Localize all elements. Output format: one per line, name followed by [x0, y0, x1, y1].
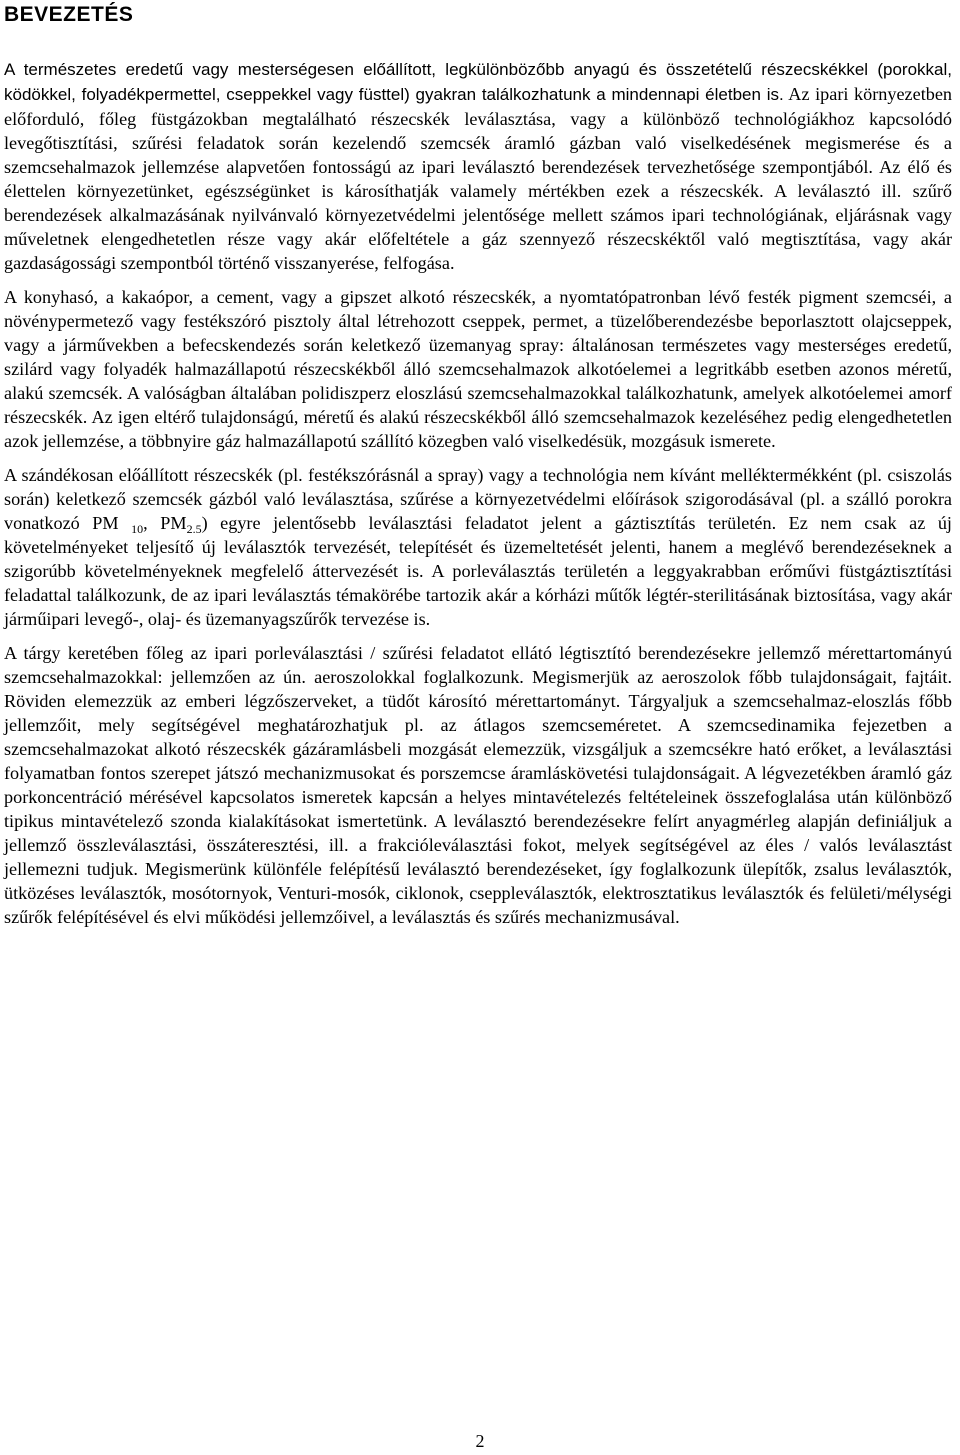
- pm25-subscript: 2.5: [186, 522, 202, 536]
- pm10-subscript: 10: [131, 522, 144, 536]
- paragraph-2: A konyhasó, a kakaópor, a cement, vagy a gipszet alkotó részecskék, a nyomtatópatronban lévő festék pigment szemcséi, a növénypermetező vagy festékszóró pisztoly által létrehozott cseppek, permet, a tüzelőberendezésbe beporlasztott olajcseppek, vagy a járművekben a befecskendezés során keletkező üzemanyag spray: általánosan természetes vagy mesterséges eredetű, szilárd vagy folyadék halmazállapotú részecskékből álló szemcsehalmazok alkotóelemei a legritkább esetben azonos méretű, alakú szemcsék. A valóságban általában polidiszperz eloszlású szemcsehalmazokkal találkozhatunk, amelyek alkotóelemei amorf részecskék. Az igen eltérő tulajdonságú, méretű és alakú részecskékből álló szemcsehalmazok kezeléséhez pedig elengedhetetlen azok jellemzése, a többnyire gáz halmazállapotú szállító közegben való viselkedésük, mozgásuk ismerete.: [4, 287, 952, 451]
- paragraph-3-text-c: ) egyre jelentősebb leválasztási feladatot jelent a gáztisztítás területén. Ez nem csak az új követelményeket teljesítő új leválasztók tervezését, telepítését és üzemeltetését jelenti, hanem a meglévő berendezéseknek a szigorúbb követelményeknek megfelelő áttervezését is. A porleválasztás területén a leggyakrabban erőművi füstgáztisztítási feladattal találkozunk, de az ipari leválasztás témakörébe tartozik akár a kórházi műtők légtér-sterilitásának biztosítása, vagy akár járműipari levegő-, olaj- és üzemanyagszűrők tervezése is.: [4, 513, 952, 629]
- document-body: [4, 57, 952, 939]
- paragraph-3: [4, 463, 952, 631]
- section-heading: BEVEZETÉS: [4, 3, 134, 26]
- paragraph-1-text-c: Az élő és élettelen környezetünket, egészségünket is károsíthatják valamely mértékben ezek a részecskék. A leválasztó ill. szűrő berendezések alkalmazásának nyilvánvaló környezetvédelmi jelentősége mellett számos ipari technológiának, eljárásnak vagy műveletnek elengedhetetlen része vagy akár előfeltétele a gáz szennyező részecskéktől való megtisztítása, vagy akár gazdaságossági szempontból történő visszanyerése, felfogása.: [4, 157, 952, 273]
- page-number: 2: [475, 1431, 485, 1451]
- paragraph-4: A tárgy keretében főleg az ipari porleválasztási / szűrési feladatot ellátó légtisztító berendezésekre jellemző mérettartományú szemcsehalmazokkal: jellemzően az ún. aeroszolokkal foglalkozunk. Megismerjük az aeroszolok főbb tulajdonságait, fajtáit. Röviden elemezzük az emberi légzőszerveket, a tüdőt károsító mérettartományt. Tárgyaljuk a szemcsehalmaz-eloszlás főbb jellemzőit, mely segítségével meghatározhatjuk pl. az átlagos szemcseméretet. A szemcsedinamika fejezetben a szemcsehalmazokat alkotó részecskék gázáramlásbeli mozgását elemezzük, vizsgáljuk a szemcsékre ható erőket, a leválasztási folyamatban fontos szerepet játszó mechanizmusokat és porszemcse áramláskövetési tulajdonságait. A légvezetékben áramló gáz porkoncentráció mérésével kapcsolatos ismeretek kapcsán a helyes mintavételezés feltételeinek összefoglalása után különböző tipikus mintavételező szonda kialakításokat ismertetünk. A leválasztó berendezésekre felírt anyagmérleg alapján definiáljuk a jellemző összleválasztási, összáteresztési, ill. a frakcióleválasztási fokot, melyek segítségével az éles / valós leválasztást jellemezni tudjuk. Megismerünk különféle felépítésű leválasztó berendezéseket, így foglalkozunk ülepítők, zsalus leválasztók, ütközéses leválasztók, mosótornyok, Venturi-mosók, ciklonok, cseppleválasztók, elektrosztatikus leválasztók és felületi/mélységi szűrők felépítésével és elvi működési jellemzőivel, a leválasztás és szűrés mechanizmusával.: [4, 643, 952, 927]
- paragraph-3-text-b: , PM: [143, 513, 187, 533]
- paragraph-1: [4, 57, 952, 275]
- paragraph-1-text-b: Az ipari környezetben előforduló, főleg füstgázokban megtalálható részecskék leválasztása, vagy a különböző technológiákhoz kapcsolódó levegőtisztítási, szűrési feladatok során kezelendő szemcsék áramló gázban való viselkedésének megismerése és a szemcsehalmazok jellemzése alapvetően fontosságú az ipari leválasztó berendezések tervezhetősége szempontjából.: [4, 84, 953, 177]
- paragraph-3-text-a: A szándékosan előállított részecskék (pl. festékszórásnál a spray) vagy a technológia nem kívánt melléktermékként (pl. csiszolás során) keletkező szemcsék gázból való leválasztása, szűrése a környezetvédelmi előírások szigorodásával (pl. a szálló porokra vonatkozó PM: [4, 465, 952, 533]
- paragraph-1-intro: A természetes eredetű vagy mesterségesen előállított, legkülönbözőbb anyagú és összetételű részecskékkel (porokkal, ködökkel, folyadékpermettel, cseppekkel vagy füsttel) gyakran találkozhatunk a mindennapi életben is.: [4, 60, 952, 104]
